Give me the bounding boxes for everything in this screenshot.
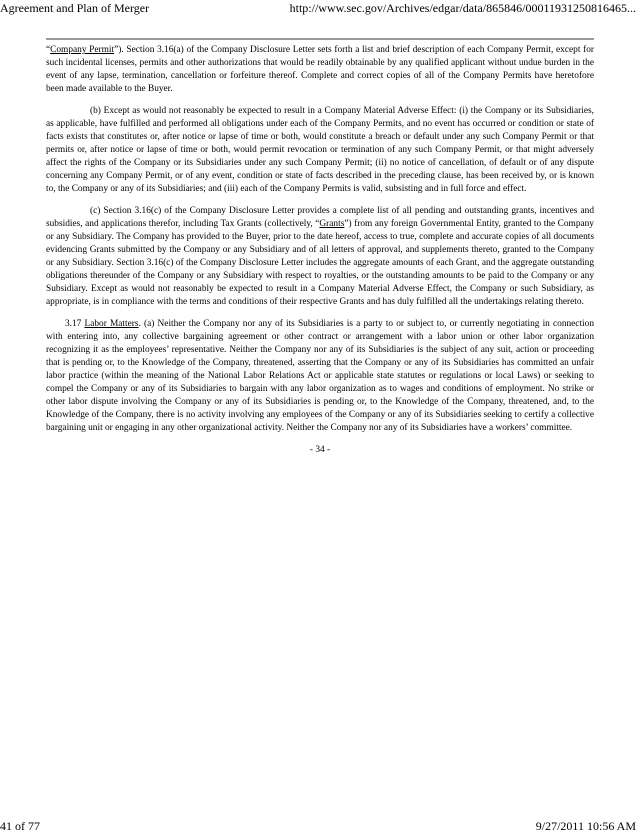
paragraph-c — [46, 205, 594, 309]
paragraph-text: ”). Section 3.16(a) of the Company Disclosure Letter sets forth a list and brief description of each Company Permit, except for such incidental licenses, permits and other authorizations that would be readily obtainable by any qualified applicant without undue burden in the event of any lapse, termination, cancellation or forfeiture thereof. Complete and correct copies of all of the Company Permits have heretofore been made available to the Buyer. — [46, 45, 594, 94]
paragraph-text-before: (c) Section 3.16(c) of the Company Disclosure Letter provides a complete list of all pending and outstanding grants, incentives and subsidies, and applications therefor, including Tax Grants (collectively, “ — [46, 206, 594, 229]
browser-print-title: Agreement and Plan of Merger — [0, 1, 150, 15]
paragraph-labor-matters — [46, 318, 594, 435]
paragraph-b: (b) Except as would not reasonably be expected to result in a Company Material Adverse Effect: (i) the Company or its Subsidiaries, as applicable, have fulfilled and performed all obligations under each of the Company Permits, and no event has occurred or condition or state of facts exists that constitutes or, after notice or lapse of time or both, would constitute a breach or default under any such Company Permit or that permits or, after notice or lapse of time or both, would permit revocation or termination of any such Company Permit, or that might adversely affect the rights of the Company or its Subsidiaries under any such Company Permit; (ii) no notice of cancellation, of default or of any dispute concerning any Company Permit, or of any event, condition or state of facts described in the preceding clause, has been received by, or is known to, the Company or any of its Subsidiaries; and (iii) each of the Company Permits is valid, subsisting and in full force and effect. — [46, 106, 594, 194]
paragraph-company-permit — [46, 44, 594, 96]
section-heading-labor-matters: Labor Matters — [84, 319, 139, 329]
open-quote: “ — [46, 45, 51, 55]
paragraph-text-after: ”) from any foreign Governmental Entity, granted to the Company or any Subsidiary. The Company has provided to the Buyer, prior to the date hereof, access to true, complete and accurate copies of all documents evidencing Grants submitted by the Company or any Subsidiary and of all letters of approval, and supplements thereto, granted to the Company or any Subsidiary. Section 3.16(c) of the Company Disclosure Letter includes the aggregate amounts of each Grant, and the aggregate outstanding obligations thereunder of the Company or any Subsidiary with respect to royalties, or the outstanding amounts to be paid to the Company or any Subsidiary. Except as would not reasonably be expected to result in a Company Material Adverse Effect, the Company or such Subsidiary, as appropriate, is in compliance with the terms and conditions of their respective Grants and has duly fulfilled all the undertakings relating thereto. — [46, 219, 594, 307]
browser-print-url: http://www.sec.gov/Archives/edgar/data/865846/00011931250816465... — [289, 1, 636, 15]
document-body — [46, 44, 594, 457]
page-number: - 34 - — [309, 445, 331, 455]
defined-term-company-permit: Company Permit — [50, 45, 115, 55]
section-number: 3.17 — [65, 319, 85, 329]
paragraph-text: . (a) Neither the Company nor any of its Subsidiaries is a party to or subject to, or currently negotiating in connection with entering into, any collective bargaining agreement or other contract or arrangement with a labor union or other labor organization recognizing it as the employees’ representative. Neither the Company nor any of its Subsidiaries is the subject of any suit, action or proceeding that is pending or, to the Knowledge of the Company, threatened, asserting that the Company or any of its Subsidiaries has committed an unfair labor practice (within the meaning of the National Labor Relations Act or applicable state statutes or regulations or local Laws) or seeking to compel the Company or any of its Subsidiaries to bargain with any labor organization as to wages and conditions of employment. No strike or other labor dispute involving the Company or any of its Subsidiaries is pending or, to the Knowledge of the Company, threatened, and, to the Knowledge of the Company, there is no activity involving any employees of the Company or any of its Subsidiaries seeking to certify a collective bargaining unit or engaging in any other organizational activity. Neither the Company nor any of its Subsidiaries have a workers’ committee. — [46, 319, 594, 433]
defined-term-grants: Grants — [319, 219, 345, 229]
header-divider — [46, 38, 594, 40]
print-timestamp: 9/27/2011 10:56 AM — [535, 819, 636, 833]
print-page-counter: 41 of 77 — [0, 819, 40, 833]
